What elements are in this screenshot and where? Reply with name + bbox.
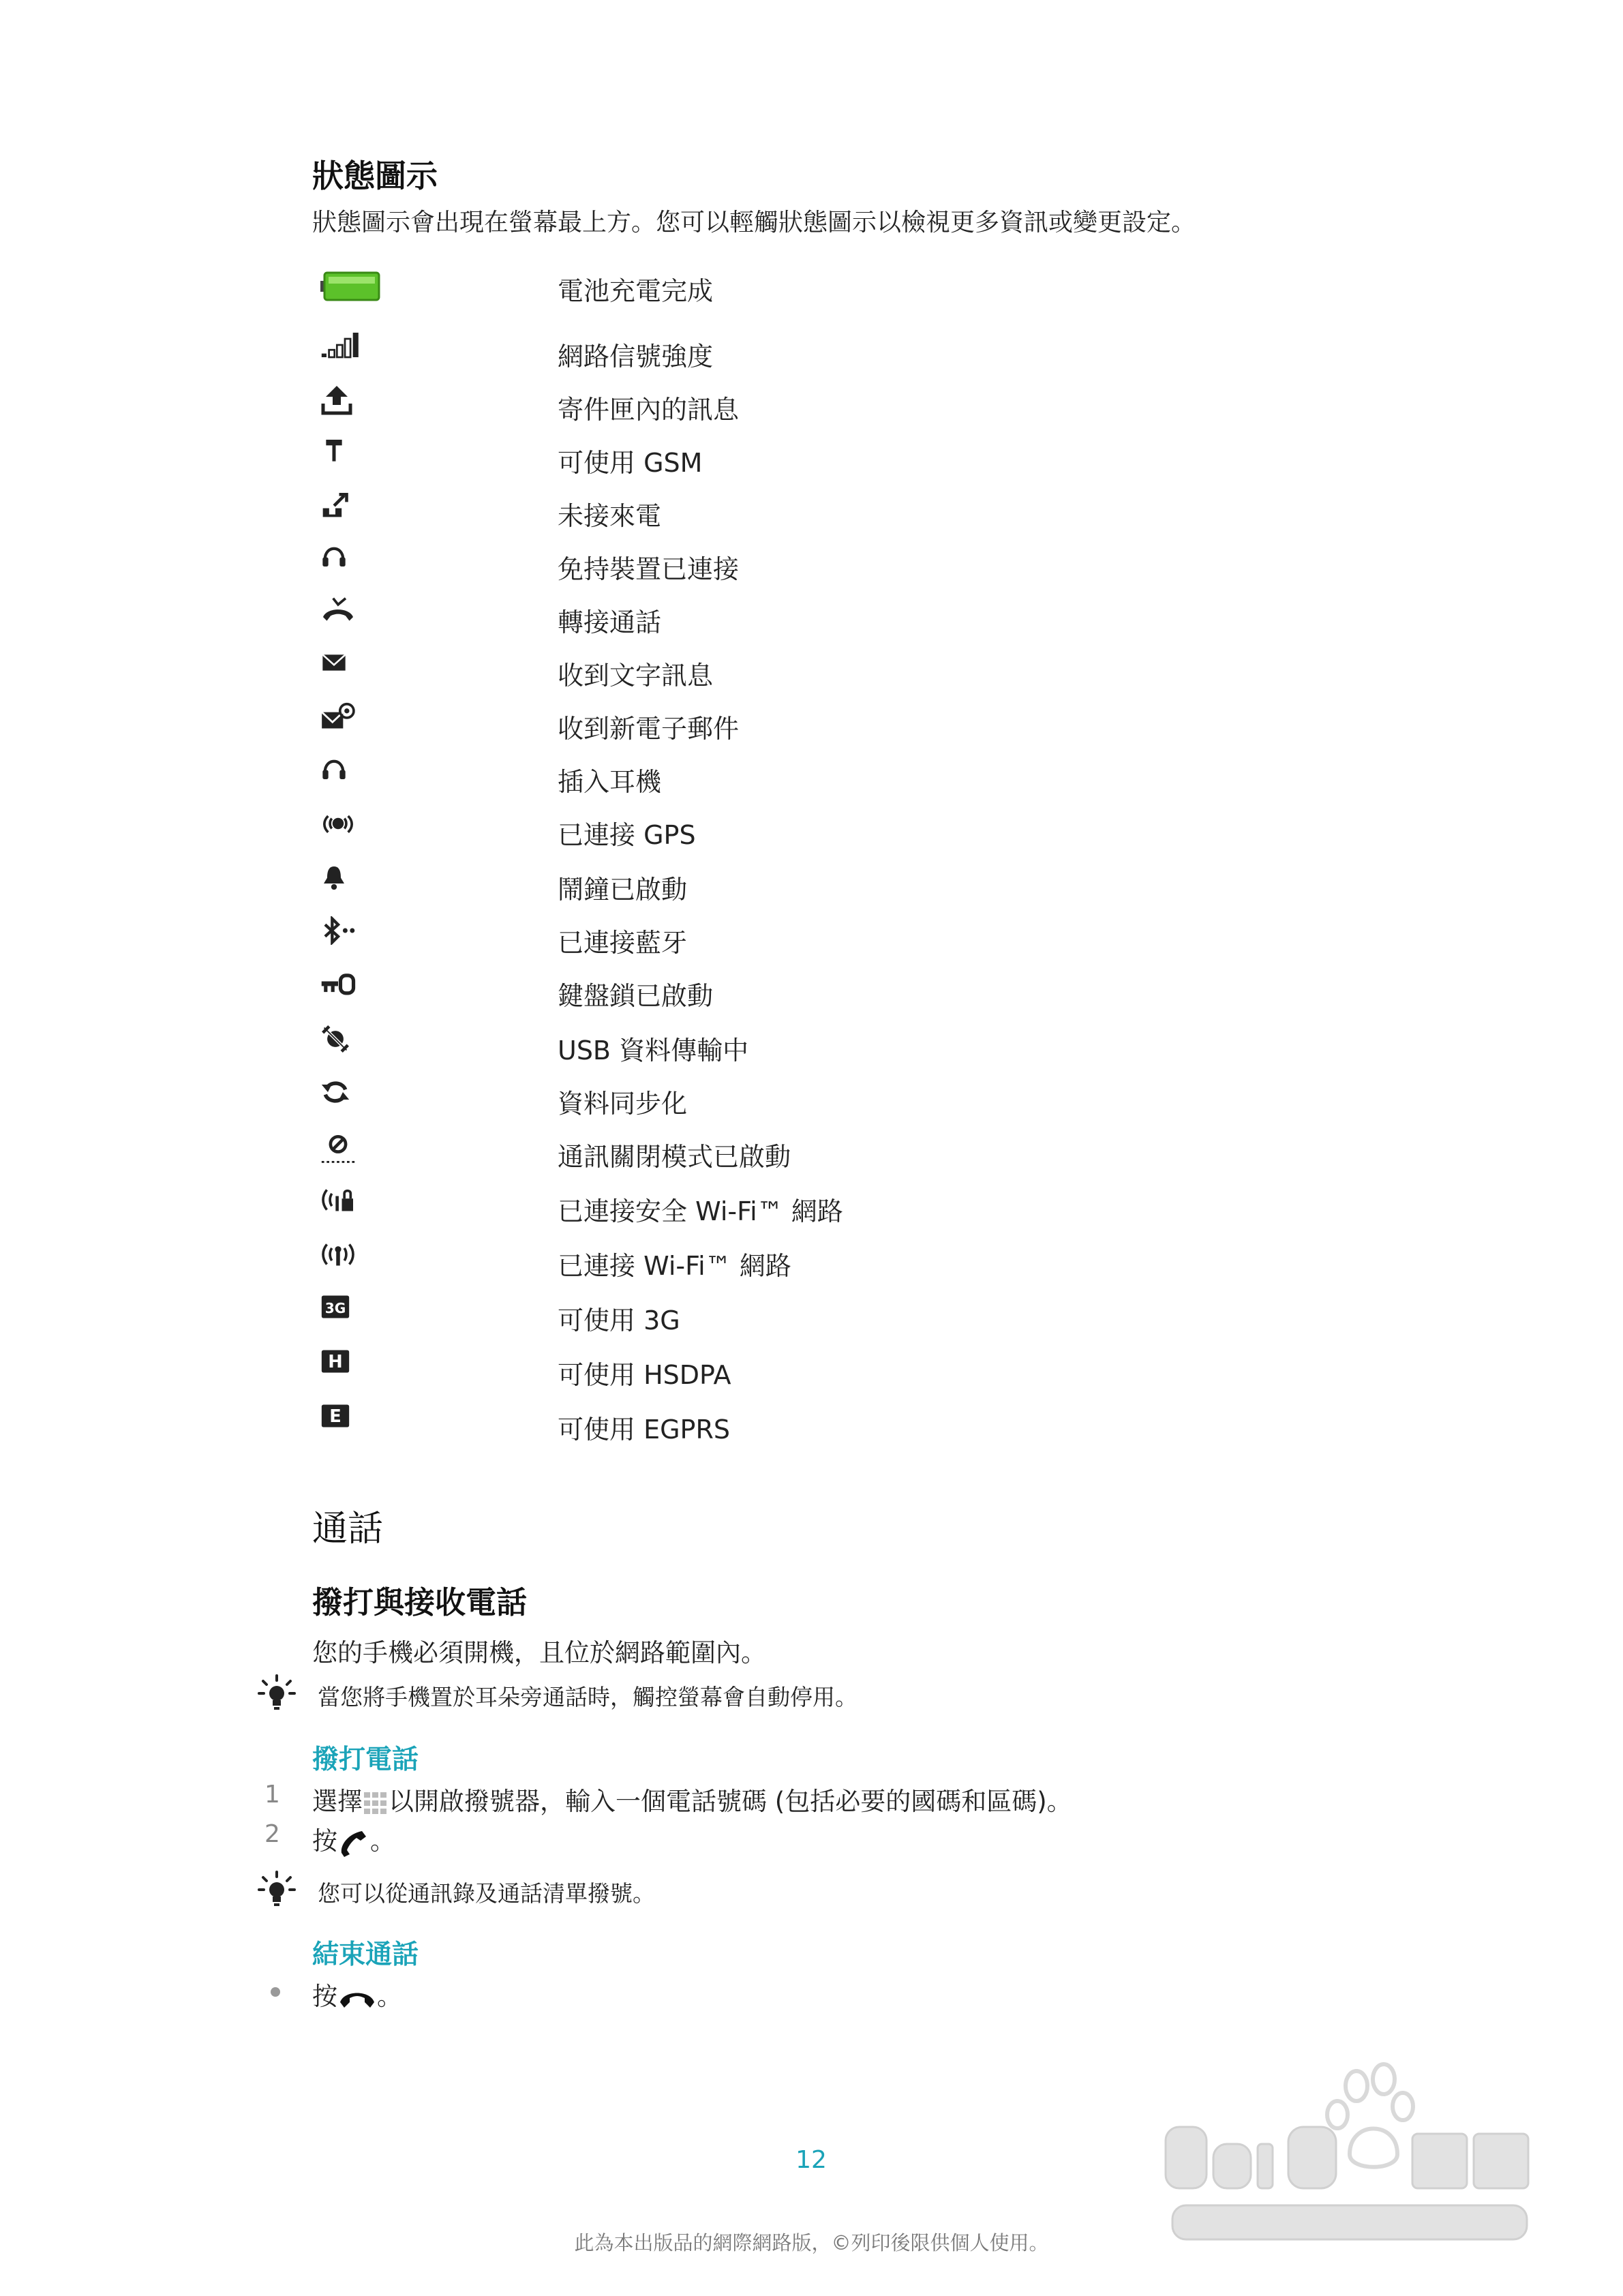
missed-call-icon [320, 489, 364, 533]
tip-screen-lock [258, 1674, 1348, 1715]
outbox-icon [320, 383, 364, 427]
headphones-icon [320, 755, 364, 799]
step-text-before: 按 [312, 1982, 337, 2011]
status-icon-label: 未接來電 [558, 501, 662, 531]
task-make-call-title: 撥打電話 [312, 1744, 419, 1775]
step-text-after: 。 [377, 1982, 402, 2011]
status-icon-label: 可使用 HSDPA [558, 1360, 731, 1390]
step-1 [264, 1781, 1491, 1816]
status-icons-title: 狀態圖示 [312, 157, 438, 194]
status-icon-label: 可使用 EGPRS [558, 1415, 730, 1445]
wifi-icon [320, 1239, 364, 1283]
sms-envelope-icon [320, 649, 364, 693]
svg-text:3G: 3G [324, 1300, 346, 1317]
status-icon-row [0, 809, 1623, 856]
status-icon-row [0, 916, 1623, 964]
status-icon-row [0, 1024, 1623, 1072]
calls-intro: 您的手機必須開機，且位於網路範圍內。 [312, 1638, 766, 1667]
bullet-dot [264, 1976, 292, 2006]
network-3g-icon [320, 1294, 364, 1338]
tip-text: 您可以從通訊錄及通話清單撥號。 [318, 1880, 655, 1907]
email-envelope-icon [320, 702, 364, 746]
step-text-after: 以開啟撥號器，輸入一個電話號碼 (包括必要的國碼和區碼)。 [389, 1787, 1072, 1816]
status-icon-label: 寄件匣內的訊息 [558, 395, 740, 425]
step-text-before: 選擇 [312, 1787, 363, 1816]
call-handset-icon [337, 1828, 370, 1857]
gsm-antenna-icon [320, 436, 364, 480]
status-icon-label: 電池充電完成 [558, 276, 714, 306]
status-icon-row [0, 489, 1623, 537]
svg-text:H: H [328, 1352, 343, 1373]
status-icon-row [0, 755, 1623, 803]
step-text [312, 1820, 395, 1857]
status-icon-label: 網路信號強度 [558, 342, 714, 372]
gps-icon [320, 809, 364, 852]
step-number: 1 [264, 1781, 280, 1809]
status-icon-label: 可使用 GSM [558, 448, 703, 478]
tip-dial-from-contacts [258, 1871, 1348, 1912]
key-lock-icon [320, 969, 364, 1013]
status-icon-row [0, 702, 1623, 750]
end-call-icon [337, 1986, 377, 2010]
bullet-end-call [264, 1976, 1491, 2011]
tip-text: 當您將手機置於耳朵旁通話時，觸控螢幕會自動停用。 [318, 1684, 858, 1710]
signal-strength-icon [320, 330, 364, 374]
status-icon-label: 轉接通話 [558, 607, 662, 637]
step-text-after: 。 [370, 1826, 395, 1856]
status-icon-row [0, 383, 1623, 431]
status-icons-intro: 狀態圖示會出現在螢幕最上方。您可以輕觸狀態圖示以檢視更多資訊或變更設定。 [312, 209, 1196, 237]
status-icon-row [0, 1294, 1623, 1342]
status-icon-label: 資料同步化 [558, 1089, 688, 1119]
status-icon-label: 通訊關閉模式已啟動 [558, 1142, 791, 1172]
usb-transfer-icon [320, 1024, 364, 1068]
lightbulb-icon [258, 1871, 296, 1909]
status-icon-row [0, 969, 1623, 1017]
status-icon-row [0, 863, 1623, 911]
headset-icon [320, 543, 364, 586]
svg-text:E: E [329, 1406, 342, 1428]
step-number: 2 [264, 1820, 280, 1848]
alarm-bell-icon [320, 863, 364, 907]
status-icon-label: 插入耳機 [558, 767, 662, 797]
status-icon-label: 鬧鐘已啟動 [558, 875, 688, 905]
status-icon-label: 收到新電子郵件 [558, 714, 740, 744]
status-icon-label: 已連接 Wi-Fi™ 網路 [558, 1251, 791, 1281]
lightbulb-icon [258, 1674, 296, 1712]
page-number: 12 [795, 2146, 827, 2174]
status-icon-row [0, 1239, 1623, 1287]
step-text-before: 按 [312, 1826, 337, 1856]
status-icon-row [0, 1185, 1623, 1233]
baidu-jingyan-watermark-logo [1159, 2052, 1541, 2256]
status-icon-label: 已連接 GPS [558, 820, 696, 850]
footer-note: 此為本出版品的網際網路版，©列印後限供個人使用。 [574, 2231, 1049, 2254]
network-hsdpa-icon [320, 1348, 364, 1392]
status-icon-row [0, 1403, 1623, 1451]
status-icon-row [0, 543, 1623, 590]
status-icon-label: 已連接藍牙 [558, 928, 688, 958]
status-icon-row [0, 330, 1623, 378]
status-icon-label: 免持裝置已連接 [558, 554, 740, 584]
status-icon-row [0, 596, 1623, 644]
sync-icon [320, 1077, 364, 1121]
status-icon-label: 鍵盤鎖已啟動 [558, 981, 714, 1011]
step-text [312, 1976, 402, 2012]
status-icon-row [0, 436, 1623, 484]
network-egprs-icon [320, 1403, 364, 1447]
step-2 [264, 1820, 1491, 1856]
status-icon-row [0, 1077, 1623, 1125]
status-icon-label: 收到文字訊息 [558, 661, 714, 691]
dialpad-icon [363, 1791, 389, 1815]
chapter-title: 通話 [312, 1509, 384, 1550]
step-text [312, 1781, 1072, 1817]
subsection-title: 撥打與接收電話 [312, 1584, 528, 1620]
status-icon-row [0, 1130, 1623, 1178]
status-icon-row [0, 1348, 1623, 1396]
status-icon-label: 已連接安全 Wi-Fi™ 網路 [558, 1196, 843, 1226]
status-icon-label: 可使用 3G [558, 1305, 680, 1335]
status-icon-row [0, 649, 1623, 697]
flight-mode-icon [320, 1130, 364, 1174]
call-forward-icon [320, 596, 364, 639]
bluetooth-icon [320, 916, 364, 960]
task-end-call-title: 結束通話 [312, 1939, 419, 1970]
wifi-secure-icon [320, 1185, 364, 1228]
status-icon-label: USB 資料傳輸中 [558, 1036, 749, 1066]
status-icon-row [0, 265, 1623, 312]
battery-full-icon [320, 270, 389, 314]
